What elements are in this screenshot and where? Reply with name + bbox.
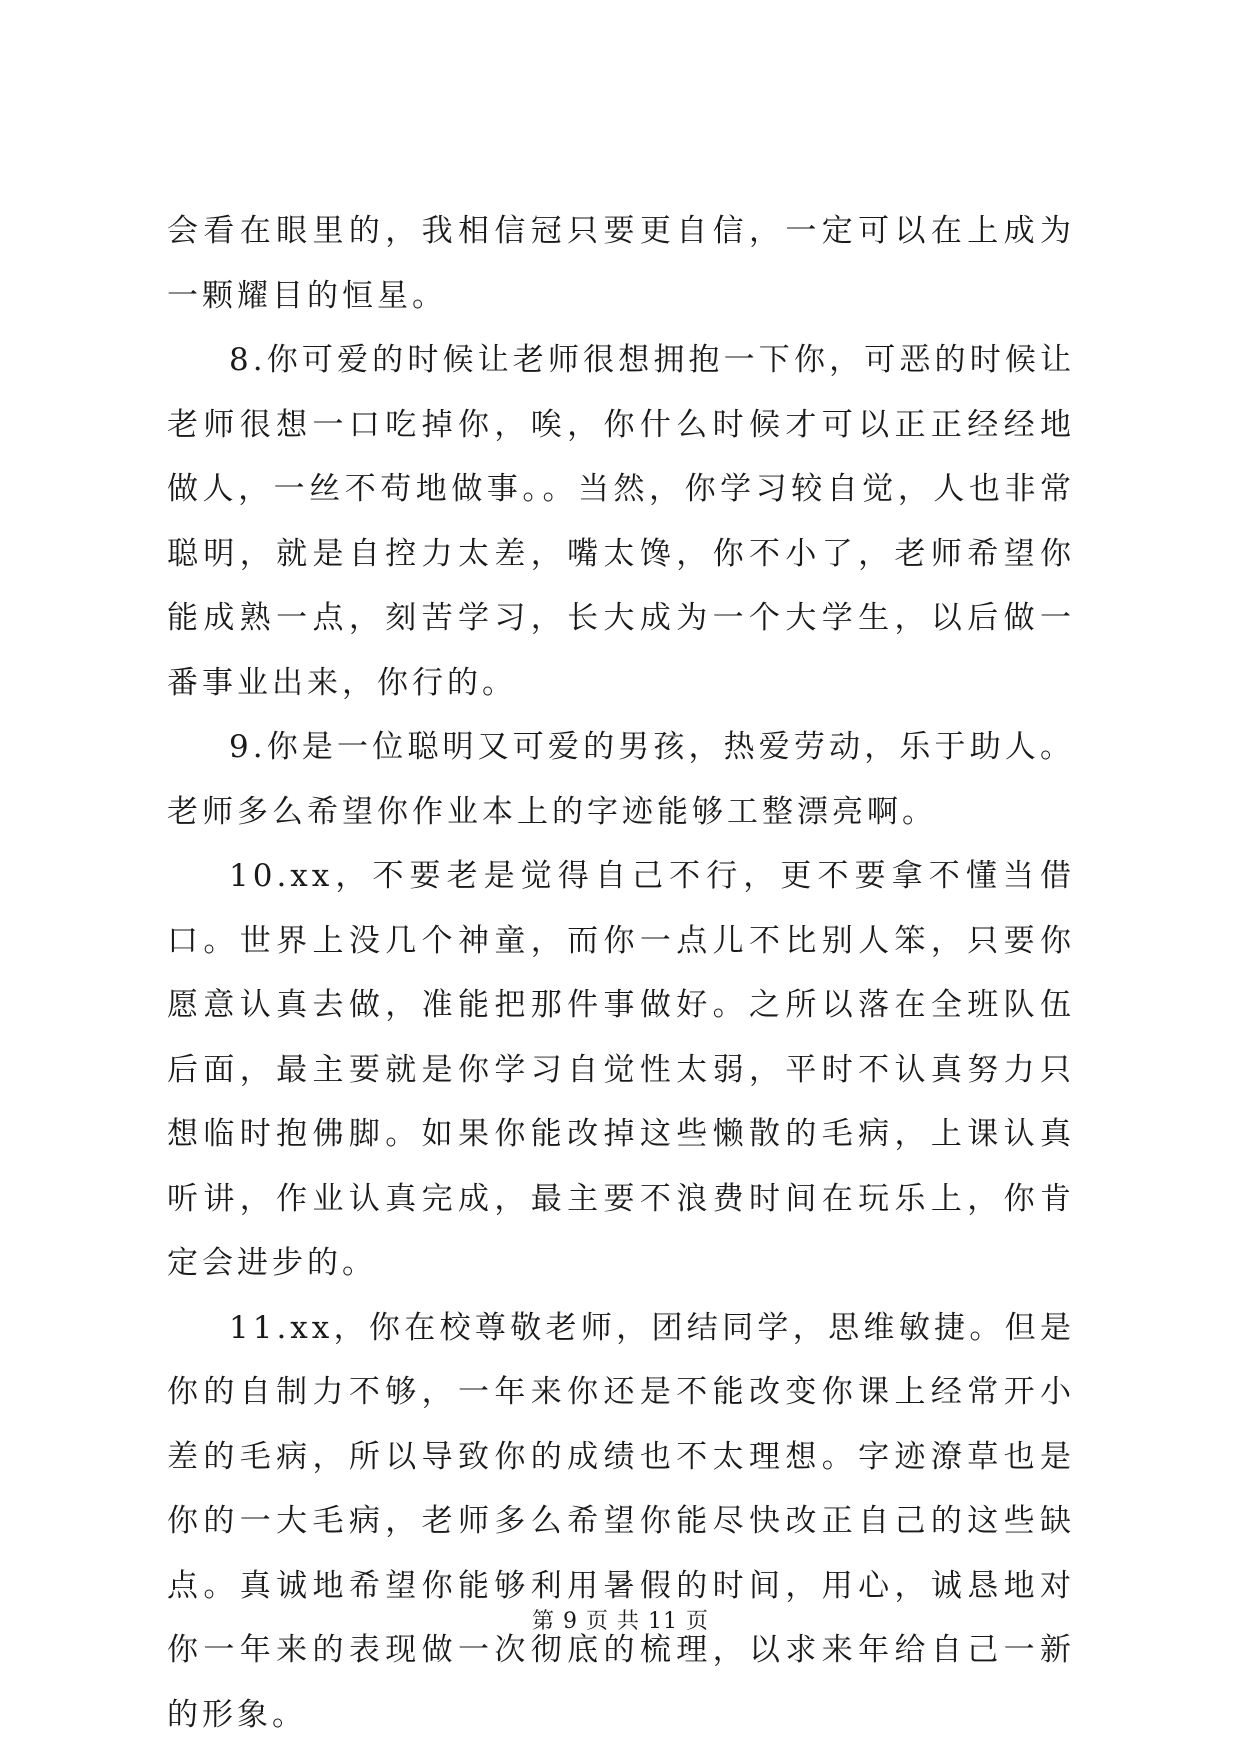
paragraph-item-8: 8.你可爱的时候让老师很想拥抱一下你，可恶的时候让老师很想一口吃掉你，唉，你什么时候才可以正正经经地做人，一丝不苟地做事。。当然，你学习较自觉，人也非常聪明，就是自控力太差，嘴太馋，你不小了，老师希望你能成熟一点，刻苦学习，长大成为一个大学生，以后做一番事业出来，你行的。 [167,342,1075,701]
page-number-footer: 第 9 页 共 11 页 [532,1609,709,1634]
paragraph-item-11: 11.xx，你在校尊敬老师，团结同学，思维敏捷。但是你的自制力不够，一年来你还是不能改变你课上经常开小差的毛病，所以导致你的成绩也不太理想。字迹潦草也是你的一大毛病，老师多么希望你能尽快改正自己的这些缺点。真诚地希望你能够利用暑假的时间，用心，诚恳地对你一年来的表现做一次彻底的梳理，以求来年给自己一新的形象。 [167,1309,1075,1733]
paragraph-continuation: 会看在眼里的，我相信冠只要更自信，一定可以在上成为一颗耀目的恒星。 [167,213,1075,314]
paragraph-item-9: 9.你是一位聪明又可爱的男孩，热爱劳动，乐于助人。老师多么希望你作业本上的字迹能够工整漂亮啊。 [167,729,1075,830]
document-body [167,213,1075,1747]
paragraph-item-10: 10.xx，不要老是觉得自己不行，更不要拿不懂当借口。世界上没几个神童，而你一点儿不比别人笨，只要你愿意认真去做，准能把那件事做好。之所以落在全班队伍后面，最主要就是你学习自觉性太弱，平时不认真努力只想临时抱佛脚。如果你能改掉这些懒散的毛病，上课认真听讲，作业认真完成，最主要不浪费时间在玩乐上，你肯定会进步的。 [167,858,1075,1281]
